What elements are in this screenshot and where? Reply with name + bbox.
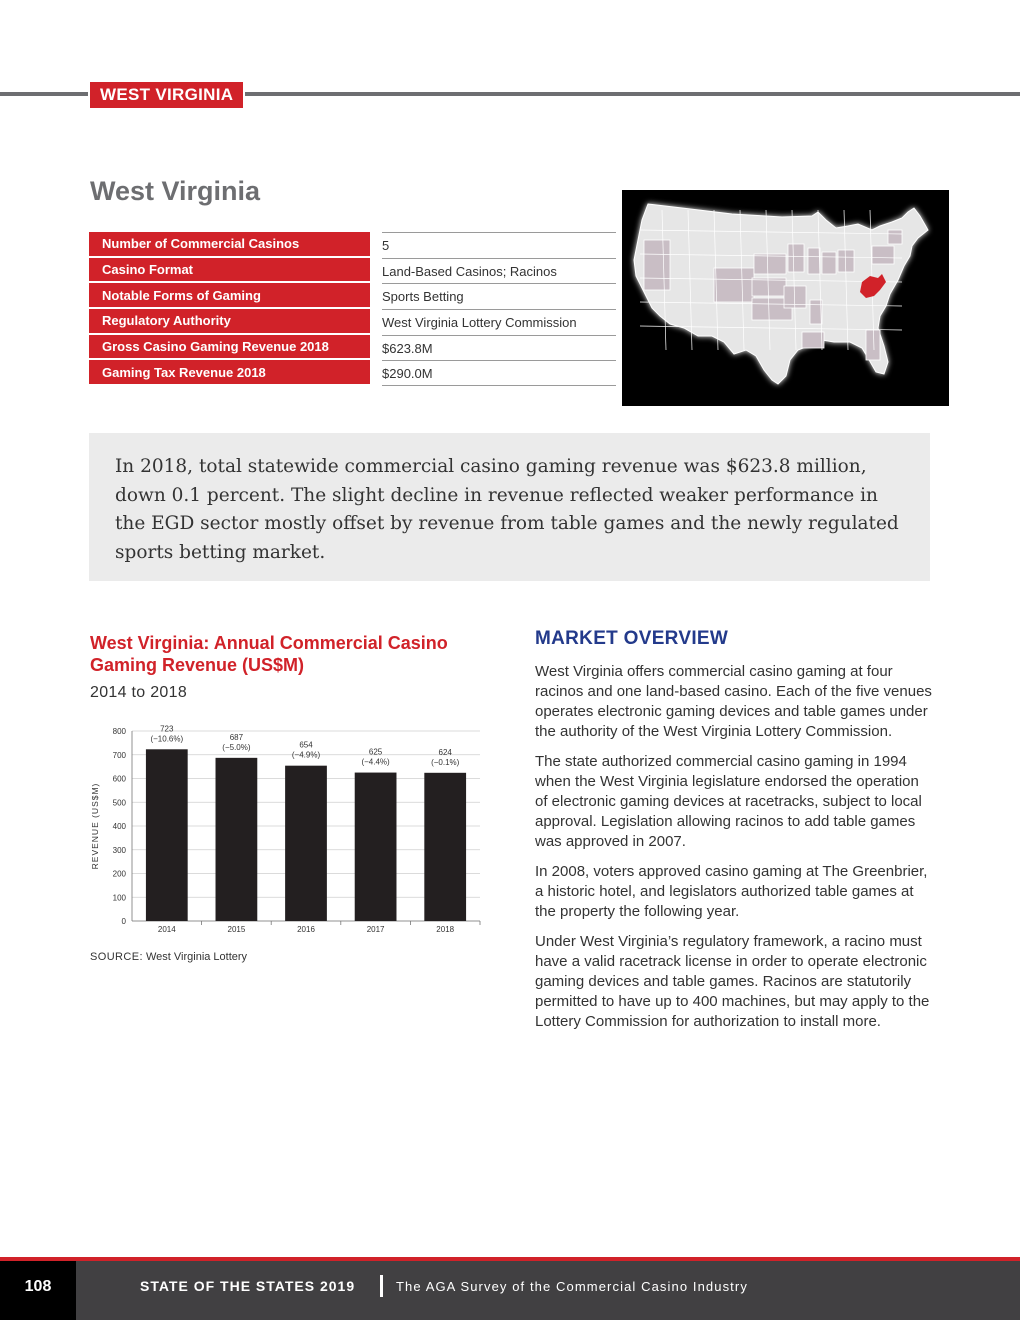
chart-subtitle: 2014 to 2018 [90, 684, 188, 701]
fact-value: $290.0M [382, 360, 616, 386]
y-tick-label: 100 [112, 893, 126, 903]
market-overview-paragraph: The state authorized commercial casino gaming in 1994 when the West Virginia legislature endorsed the operation of electronic gaming devices at racetracks, subject to local approval. Legislation allowing racinos to add table games was approved in 2007. [535, 753, 922, 850]
bar [146, 749, 188, 921]
fact-label: Gaming Tax Revenue 2018 [89, 360, 370, 386]
facts-row [89, 335, 616, 361]
fact-label: Notable Forms of Gaming [89, 283, 370, 309]
casino-state-region [752, 278, 786, 296]
bar-change-label: (−5.0%) [222, 742, 251, 752]
y-tick-label: 0 [121, 917, 126, 926]
bar [424, 773, 466, 921]
fact-label: Regulatory Authority [89, 309, 370, 335]
summary-callout [89, 433, 930, 581]
bar-value-label: 654 [299, 740, 313, 750]
page-footer [0, 1261, 1020, 1320]
y-tick-label: 800 [112, 727, 126, 736]
summary-text: In 2018, total statewide commercial casino gaming revenue was $623.8 million, down 0.1 percent. The slight decline in revenue reflected weaker performance in the EGD sector mostly offset by revenue from table games and the newly regulated sports betting market. [115, 456, 899, 563]
facts-row [89, 360, 616, 386]
fact-label: Casino Format [89, 258, 370, 284]
bar-value-label: 687 [229, 732, 244, 742]
market-overview-paragraph: West Virginia offers commercial casino gaming at four racinos and one land-based casino. Each of the five venues operates electronic gaming devices and table games under the authority of the West Virginia Lottery Commission. [535, 663, 932, 740]
x-tick-label: 2014 [157, 925, 176, 934]
facts-row [89, 232, 616, 258]
fact-value: Sports Betting [382, 283, 616, 309]
us-map-graphic [622, 190, 949, 406]
x-tick-label: 2017 [366, 925, 385, 934]
y-tick-label: 500 [112, 798, 126, 808]
market-overview-paragraph: Under West Virginia’s regulatory framework, a racino must have a valid racetrack license in order to operate electronic gaming devices and table games. Racinos are statutorily permitted to have up to 400 machines, but may apply to the Lottery Commission for authorization to install more. [535, 933, 930, 1030]
source-text: West Virginia Lottery [142, 951, 248, 963]
chart-source [90, 951, 247, 963]
section-tab: WEST VIRGINIA [88, 80, 245, 110]
y-tick-label: 600 [112, 774, 126, 784]
casino-state-region [866, 330, 880, 360]
chart-title: West Virginia: Annual Commercial Casino Gaming Revenue (US$M) [90, 633, 448, 675]
bar-change-label: (−4.9%) [291, 750, 321, 760]
casino-state-region [810, 300, 822, 324]
bar-change-label: (−4.4%) [361, 757, 390, 767]
casino-state-region [714, 268, 754, 302]
y-tick-label: 200 [112, 869, 126, 879]
state-title: West Virginia [90, 176, 261, 206]
bar-change-label: (−10.6%) [150, 734, 184, 744]
publication-subtitle: The AGA Survey of the Commercial Casino Industry [396, 1279, 748, 1294]
bar-value-label: 625 [368, 747, 383, 757]
footer-divider [380, 1275, 383, 1297]
bar-value-label: 723 [160, 724, 174, 734]
casino-state-region [788, 244, 804, 272]
fact-value: 5 [382, 232, 616, 258]
casino-state-region [822, 252, 836, 274]
bar-change-label: (−0.1%) [431, 757, 460, 767]
publication-title: STATE OF THE STATES 2019 [140, 1278, 356, 1294]
facts-row [89, 309, 616, 335]
page-number: 108 [0, 1261, 76, 1320]
fact-label: Number of Commercial Casinos [89, 232, 370, 258]
fact-value: Land-Based Casinos; Racinos [382, 258, 616, 284]
casino-state-region [802, 332, 824, 348]
fact-label: Gross Casino Gaming Revenue 2018 [89, 335, 370, 361]
fact-value: West Virginia Lottery Commission [382, 309, 616, 335]
bar-value-label: 624 [438, 747, 452, 757]
bar [355, 773, 397, 921]
x-tick-label: 2016 [297, 925, 315, 934]
casino-state-region [888, 230, 902, 244]
facts-row [89, 283, 616, 309]
facts-row [89, 258, 616, 284]
bar [285, 766, 327, 921]
x-tick-label: 2018 [436, 925, 455, 934]
fact-value: $623.8M [382, 335, 616, 361]
casino-state-region [872, 246, 894, 264]
y-tick-label: 400 [112, 822, 126, 831]
bar [216, 758, 258, 921]
us-map [622, 190, 949, 406]
market-overview-body [535, 662, 935, 1042]
y-axis-title: REVENUE (US$M) [90, 782, 100, 870]
y-tick-label: 300 [112, 845, 126, 855]
y-tick-label: 700 [112, 750, 126, 760]
market-overview-title: MARKET OVERVIEW [535, 628, 729, 649]
revenue-bar-chart [86, 722, 486, 937]
casino-state-region [808, 248, 820, 274]
source-label: SOURCE: [90, 951, 143, 963]
x-tick-label: 2015 [227, 925, 246, 934]
market-overview-paragraph: In 2008, voters approved casino gaming at The Greenbrier, a historic hotel, and legislators authorized table games at the property the following year. [535, 863, 928, 920]
facts-table [89, 232, 616, 386]
casino-state-region [754, 254, 786, 274]
casino-state-region [644, 240, 670, 290]
